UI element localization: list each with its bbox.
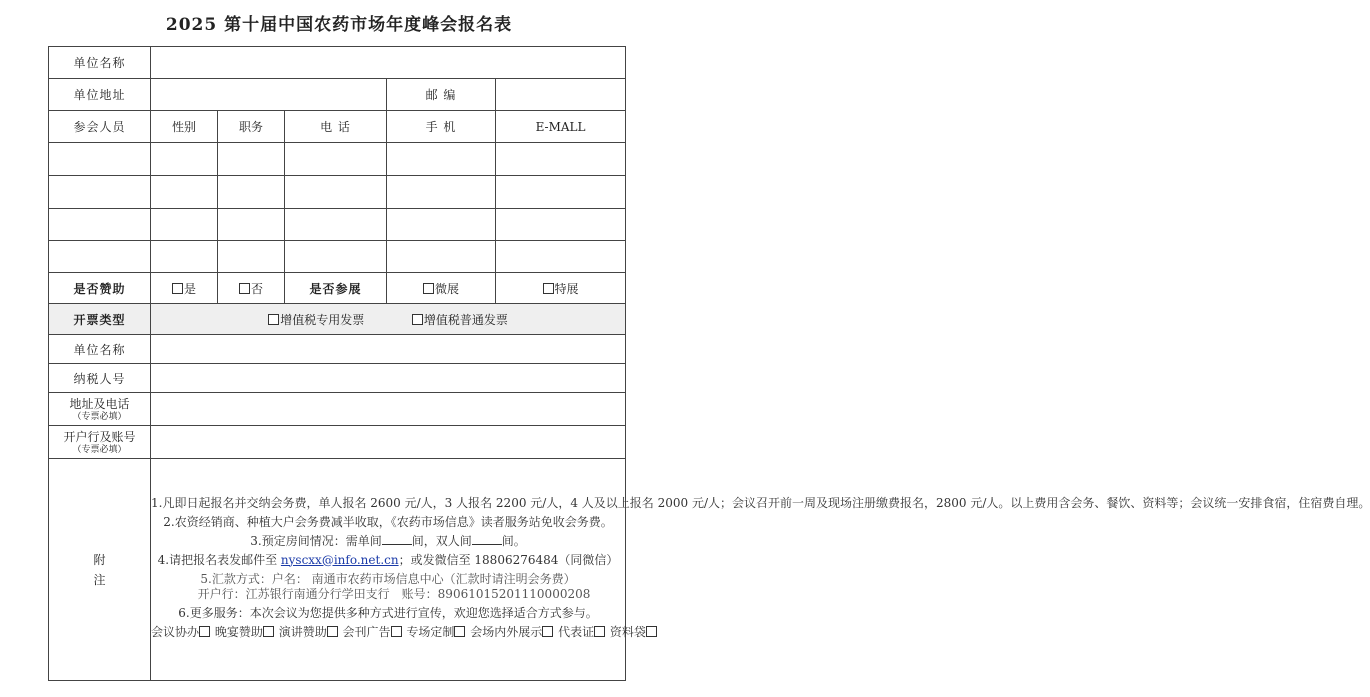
- note-3: [151, 534, 625, 549]
- checkbox[interactable]: [412, 314, 423, 325]
- checkbox[interactable]: [542, 626, 553, 637]
- service-label: 演讲赞助: [278, 624, 327, 639]
- vat-normal-option[interactable]: [412, 313, 508, 327]
- required-note: （专票必填）: [72, 412, 127, 422]
- invoice-type-row: [49, 304, 626, 335]
- attendee-phone-cell[interactable]: [285, 176, 387, 209]
- checkbox[interactable]: [199, 626, 210, 637]
- service-option[interactable]: [610, 625, 658, 639]
- invoice-unit-name-field[interactable]: [151, 335, 626, 364]
- attendee-position-cell[interactable]: [218, 209, 285, 241]
- attendee-phone-cell[interactable]: [285, 241, 387, 273]
- attendee-mobile-cell[interactable]: [387, 143, 496, 176]
- unit-address-field[interactable]: [151, 79, 387, 111]
- service-label: 会议协办: [151, 624, 200, 639]
- service-label: 会刊广告: [342, 624, 391, 639]
- unit-name-field[interactable]: [151, 47, 626, 79]
- checkbox[interactable]: [327, 626, 338, 637]
- micro-booth-label: 微展: [434, 281, 459, 296]
- invoice-type-options: [151, 304, 626, 335]
- bank-account-row: [49, 426, 626, 459]
- attendee-phone-cell[interactable]: [285, 209, 387, 241]
- taxpayer-id-label: 纳税人号: [49, 364, 151, 393]
- note-3-text-c: 间。: [501, 533, 526, 548]
- sponsor-no-option[interactable]: [218, 273, 285, 304]
- attendee-gender-cell[interactable]: [151, 176, 218, 209]
- position-header: 职务: [218, 111, 285, 143]
- attendee-mobile-cell[interactable]: [387, 241, 496, 273]
- bank-account-field[interactable]: [151, 426, 626, 459]
- notes-content: [151, 459, 1370, 681]
- service-option[interactable]: [406, 625, 466, 639]
- attendee-mobile-cell[interactable]: [387, 209, 496, 241]
- service-label: 专场定制: [406, 624, 455, 639]
- checkbox[interactable]: [423, 283, 434, 294]
- note-6: 6.更多服务：本次会议为您提供多种方式进行宣传，欢迎您选择适合方式参与。: [178, 605, 598, 620]
- registration-form: [48, 46, 1370, 681]
- no-label: 否: [250, 281, 263, 296]
- checkbox[interactable]: [646, 626, 657, 637]
- invoice-unit-name-row: [49, 335, 626, 364]
- notes-title-2: 注: [93, 572, 106, 587]
- attendee-position-cell[interactable]: [218, 176, 285, 209]
- mobile-header: 手 机: [387, 111, 496, 143]
- attendee-row: [49, 176, 626, 209]
- sponsor-exhibit-row: [49, 273, 626, 304]
- attendee-position-cell[interactable]: [218, 143, 285, 176]
- attendee-email-cell[interactable]: [496, 209, 626, 241]
- checkbox[interactable]: [239, 283, 250, 294]
- unit-address-label: 单位地址: [49, 79, 151, 111]
- note-4: [151, 553, 625, 568]
- checkbox[interactable]: [268, 314, 279, 325]
- attendee-row: [49, 209, 626, 241]
- form-title: 2025 第十届中国农药市场年度峰会报名表: [165, 15, 513, 35]
- note-4-text-b: ；或发微信至 18806276484（同微信）: [398, 552, 619, 567]
- exhibit-label: 是否参展: [285, 273, 387, 304]
- service-label: 晚宴赞助: [214, 624, 263, 639]
- address-phone-label: [49, 393, 151, 426]
- attendee-name-cell[interactable]: [49, 176, 151, 209]
- unit-name-row: [49, 47, 626, 79]
- vat-normal-label: 增值税普通发票: [423, 312, 508, 327]
- taxpayer-id-field[interactable]: [151, 364, 626, 393]
- sponsor-label: 是否赞助: [49, 273, 151, 304]
- attendee-name-cell[interactable]: [49, 209, 151, 241]
- checkbox[interactable]: [454, 626, 465, 637]
- attendee-row: [49, 143, 626, 176]
- attendee-phone-cell[interactable]: [285, 143, 387, 176]
- note-3-text-a: 3.预定房间情况：需单间: [250, 533, 382, 548]
- service-label: 资料袋: [609, 624, 646, 639]
- vat-special-label: 增值税专用发票: [280, 312, 365, 327]
- invoice-unit-name-label: 单位名称: [49, 335, 151, 364]
- address-phone-text: 地址及电话: [69, 397, 130, 411]
- attendee-gender-cell[interactable]: [151, 143, 218, 176]
- service-label: 会场内外展示: [470, 624, 543, 639]
- postcode-label: 邮 编: [387, 79, 496, 111]
- service-option[interactable]: [558, 625, 606, 639]
- notes-row: [49, 459, 626, 681]
- single-room-blank[interactable]: [382, 535, 412, 545]
- checkbox[interactable]: [594, 626, 605, 637]
- services-list: [151, 624, 646, 640]
- notes-label: [49, 459, 151, 681]
- attendee-email-cell[interactable]: [496, 176, 626, 209]
- checkbox[interactable]: [391, 626, 402, 637]
- yes-label: 是: [183, 281, 196, 296]
- note-5-account-name: 5.汇款方式：户名： 南通市农药市场信息中心（汇款时请注明会务费）: [200, 571, 576, 586]
- address-phone-field[interactable]: [151, 393, 626, 426]
- sponsor-yes-option[interactable]: [151, 273, 218, 304]
- notes-title-1: 附: [93, 552, 106, 567]
- attendee-gender-cell[interactable]: [151, 209, 218, 241]
- postcode-field[interactable]: [496, 79, 626, 111]
- note-1: 1.凡即日起报名并交纳会务费，单人报名 2600 元/人，3 人报名 2200 元/人，4 人及以上报名 2000 元/人；会议召开前一周及现场注册缴费报名，2800 元/人。以上费用含会务、餐饮、资料等；会议统一安排食宿，住宿费自理。: [151, 495, 1370, 510]
- note-5-bank-info: 开户行：江苏银行南通分行学田支行 账号：89061015201110000208: [197, 586, 591, 601]
- address-phone-row: [49, 393, 626, 426]
- phone-header: 电 话: [285, 111, 387, 143]
- bank-account-label: [49, 426, 151, 459]
- note-2: 2.农资经销商、种植大户会务费减半收取，《农药市场信息》读者服务站免收会务费。: [163, 514, 613, 529]
- vat-special-option[interactable]: [268, 313, 364, 327]
- attendee-email-cell[interactable]: [496, 241, 626, 273]
- bank-account-text: 开户行及账号: [63, 430, 136, 444]
- unit-address-row: [49, 79, 626, 111]
- attendee-gender-cell[interactable]: [151, 241, 218, 273]
- service-label: 代表证: [558, 624, 595, 639]
- attendee-row: [49, 241, 626, 273]
- note-4-text-a: 4.请把报名表发邮件至: [157, 552, 281, 567]
- service-option[interactable]: [470, 625, 554, 639]
- service-option[interactable]: [215, 625, 275, 639]
- special-booth-label: 特展: [554, 281, 579, 296]
- checkbox[interactable]: [543, 283, 554, 294]
- service-option[interactable]: [151, 625, 211, 639]
- attendee-position-cell[interactable]: [218, 241, 285, 273]
- email-header: E-MALL: [496, 111, 626, 143]
- attendee-mobile-cell[interactable]: [387, 176, 496, 209]
- invoice-type-label: 开票类型: [49, 304, 151, 335]
- taxpayer-row: [49, 364, 626, 393]
- special-booth-option[interactable]: [496, 273, 626, 304]
- service-option[interactable]: [343, 625, 403, 639]
- unit-name-label: 单位名称: [49, 47, 151, 79]
- note-3-text-b: 间，双人间: [411, 533, 472, 548]
- micro-booth-option[interactable]: [387, 273, 496, 304]
- gender-header: 性别: [151, 111, 218, 143]
- attendee-email-cell[interactable]: [496, 143, 626, 176]
- note-5: [151, 572, 625, 602]
- double-room-blank[interactable]: [472, 535, 502, 545]
- attendee-name-cell[interactable]: [49, 143, 151, 176]
- required-note: （专票必填）: [72, 445, 127, 455]
- attendee-header-row: [49, 111, 626, 143]
- checkbox[interactable]: [172, 283, 183, 294]
- email-link[interactable]: nyscxx@info.net.cn: [280, 552, 399, 567]
- service-option[interactable]: [279, 625, 339, 639]
- attendee-name-cell[interactable]: [49, 241, 151, 273]
- attendees-label: 参会人员: [49, 111, 151, 143]
- checkbox[interactable]: [263, 626, 274, 637]
